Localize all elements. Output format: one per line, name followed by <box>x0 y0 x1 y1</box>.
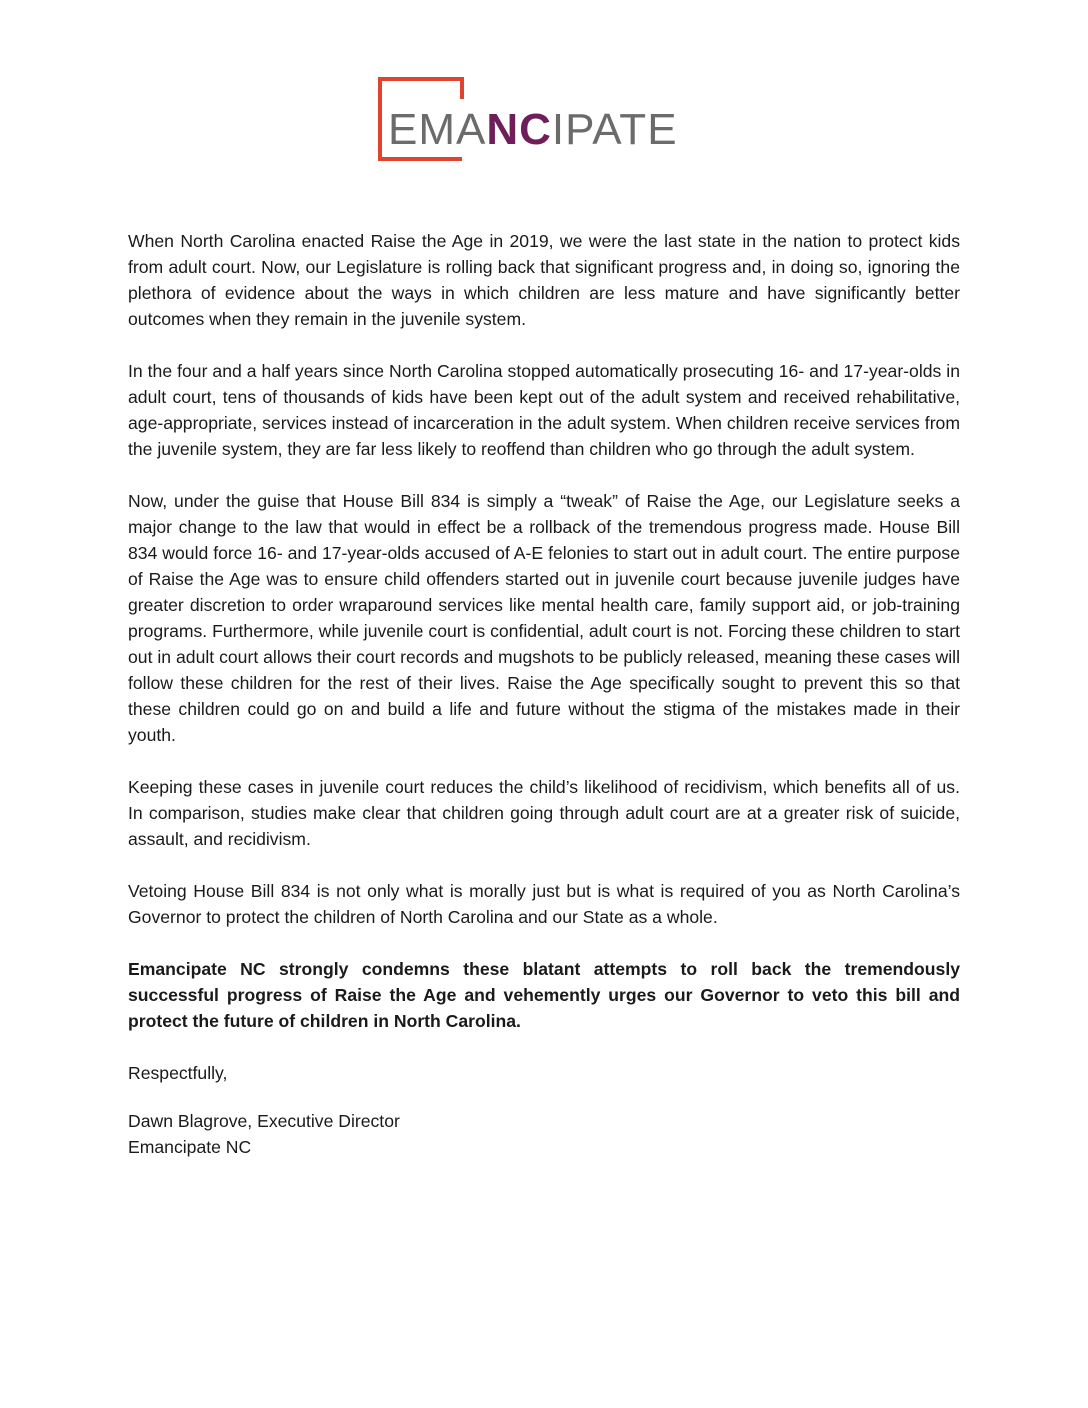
emancipate-logo-graphic <box>378 77 718 161</box>
bold-paragraph: Emancipate NC strongly condemns these blatant attempts to roll back the tremendously successful progress of Raise the Age and vehemently urges our Governor to veto this bill and protect the future of children in North Carolina. <box>128 959 960 1031</box>
paragraph-4: Keeping these cases in juvenile court reduces the child’s likelihood of recidivism, which benefits all of us. In comparison, studies make clear that children going through adult court are at a greater risk of suicide, assault, and recidivism. <box>128 777 960 849</box>
letter-body <box>128 228 960 1160</box>
svg-text:EMANCIPATE: EMANCIPATE <box>388 105 678 154</box>
closing: Respectfully, <box>128 1063 228 1083</box>
paragraph-3: Now, under the guise that House Bill 834 is simply a “tweak” of Raise the Age, our Legislature seeks a major change to the law that would in effect be a rollback of the tremendous progress made. House Bill 834 would force 16- and 17-year-olds accused of A-E felonies to start out in adult court. The entire purpose of Raise the Age was to ensure child offenders started out in juvenile court because juvenile judges have greater discretion to order wraparound services like mental health care, family support aid, or job-training programs. Furthermore, while juvenile court is confidential, adult court is not. Forcing these children to start out in adult court allows their court records and mugshots to be publicly released, meaning these cases will follow these children for the rest of their lives. Raise the Age specifically sought to prevent this so that these children could go on and build a life and future without the stigma of the mistakes made in their youth. <box>128 491 960 745</box>
paragraph-5: Vetoing House Bill 834 is not only what is morally just but is what is required of you as North Carolina’s Governor to protect the children of North Carolina and our State as a whole. <box>128 881 960 927</box>
signature-organization: Emancipate NC <box>128 1137 252 1157</box>
emancipate-logo <box>378 77 718 161</box>
paragraph-1: When North Carolina enacted Raise the Age in 2019, we were the last state in the nation to protect kids from adult court. Now, our Legislature is rolling back that significant progress and, in doing so, ignoring the plethora of evidence about the ways in which children are less mature and have significantly better outcomes when they remain in the juvenile system. <box>128 231 960 329</box>
paragraph-2: In the four and a half years since North Carolina stopped automatically prosecuting 16- and 17-year-olds in adult court, tens of thousands of kids have been kept out of the adult system and received rehabilitative, age-appropriate, services instead of incarceration in the adult system. When children receive services from the juvenile system, they are far less likely to reoffend than children who go through the adult system. <box>128 361 960 459</box>
signature-block <box>128 1108 960 1160</box>
signature-name-title: Dawn Blagrove, Executive Director <box>128 1111 400 1131</box>
